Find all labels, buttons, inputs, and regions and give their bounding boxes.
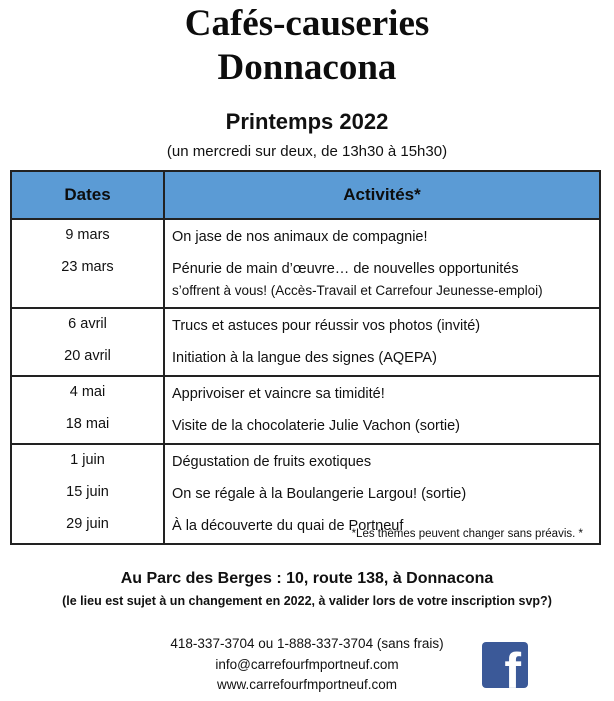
table-row [11,405,600,444]
row-activity: Visite de la chocolaterie Julie Vachon (sortie) [164,405,600,444]
row-activity: Initiation à la langue des signes (AQEPA) [164,337,600,376]
row-date: 15 juin [11,473,164,505]
table-row [11,248,600,308]
title-line1: Cafés-causeries [184,3,430,44]
row-activity-line2: s’offrent à vous! (Accès-Travail et Carrefour Jeunesse-emploi) [172,283,543,298]
row-activity-line1: Pénurie de main d’œuvre… de nouvelles opportunités [172,261,519,277]
row-date: 29 juin [11,505,164,544]
row-date: 20 avril [11,337,164,376]
table-row [11,337,600,376]
row-date: 6 avril [11,308,164,337]
row-activity: On se régale à la Boulangerie Largou! (sortie) [164,473,600,505]
title-line2: Donnacona [217,47,397,88]
location-note: (le lieu est sujet à un changement en 2022, à valider lors de votre inscription svp?) [62,594,552,608]
row-date: 1 juin [11,444,164,473]
contact-website[interactable]: www.carrefourfmportneuf.com [216,677,398,692]
row-activity: Apprivoiser et vaincre sa timidité! [164,376,600,405]
table-row [11,376,600,405]
row-activity [164,248,600,308]
row-activity: On jase de nos animaux de compagnie! [164,219,600,248]
row-date: 4 mai [11,376,164,405]
header-dates: Dates [11,171,164,219]
row-date: 23 mars [11,248,164,308]
activities-table [10,170,601,545]
row-date: 18 mai [11,405,164,444]
table-row [11,308,600,337]
table-header-row [11,171,600,219]
row-activity: Dégustation de fruits exotiques [164,444,600,473]
themes-note: *Les thèmes peuvent changer sans préavis. * [351,528,583,540]
season-heading: Printemps 2022 [225,109,389,134]
table-row [11,219,600,248]
schedule-text: (un mercredi sur deux, de 13h30 à 15h30) [166,143,448,160]
header-activities: Activités* [164,171,600,219]
row-date: 9 mars [11,219,164,248]
contact-phone: 418-337-3704 ou 1-888-337-3704 (sans frais) [170,636,444,651]
row-activity: À la découverte du quai de Portneuf [164,505,600,544]
facebook-icon[interactable]: f [482,642,528,688]
contact-email[interactable]: info@carrefourfmportneuf.com [215,657,399,672]
table-row [11,444,600,473]
table-row [11,473,600,505]
row-activity: Trucs et astuces pour réussir vos photos (invité) [164,308,600,337]
location-address: Au Parc des Berges : 10, route 138, à Donnacona [120,570,494,587]
